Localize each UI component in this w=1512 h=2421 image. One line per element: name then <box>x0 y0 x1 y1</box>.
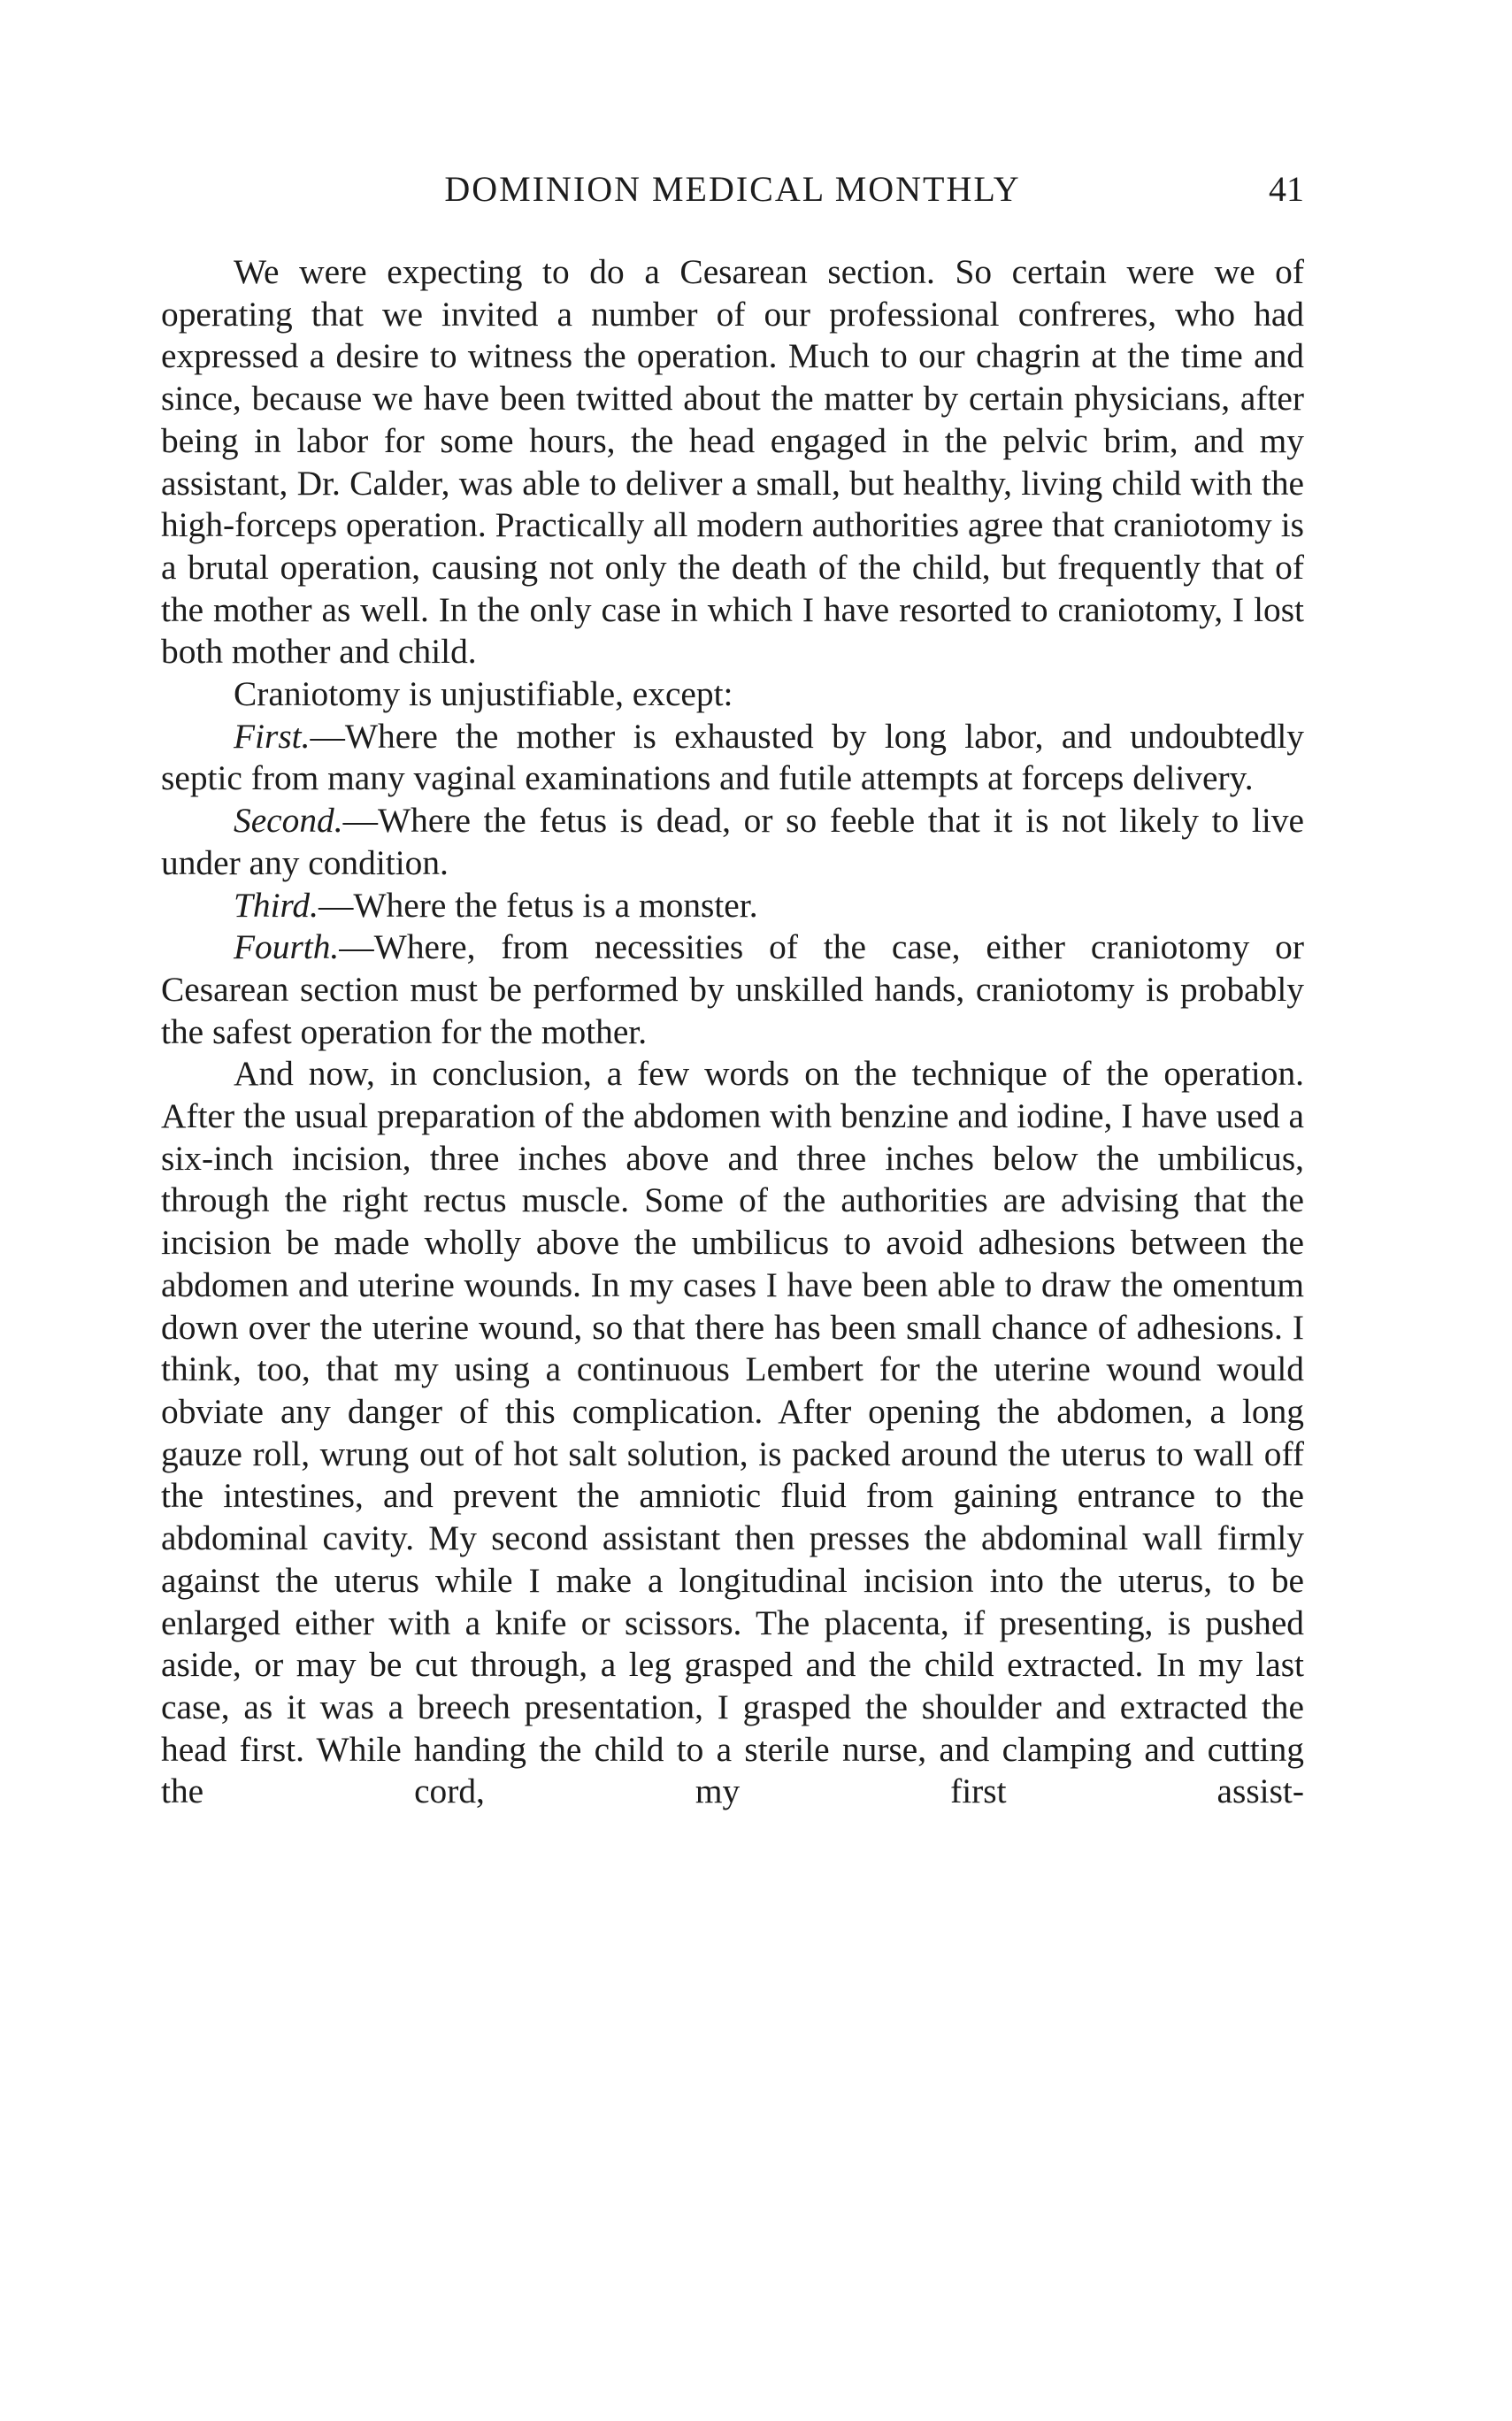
paragraph-third <box>161 885 1304 927</box>
article-body <box>161 251 1304 1813</box>
paragraph-lead: Second. <box>234 801 343 841</box>
paragraph-fourth <box>161 926 1304 1053</box>
paragraph-second <box>161 800 1304 884</box>
paragraph-unjustifiable <box>161 673 1304 716</box>
paragraph-first <box>161 716 1304 800</box>
paragraph-technique <box>161 1053 1304 1813</box>
journal-title: DOMINION MEDICAL MONTHLY <box>444 169 1021 209</box>
paragraph-lead: Fourth. <box>234 927 340 967</box>
page-number: 41 <box>1269 169 1304 209</box>
running-head <box>161 165 1304 214</box>
paragraph-text: —Where the fetus is a monster. <box>318 885 758 925</box>
paragraph-cesarean-case <box>161 251 1304 673</box>
paragraph-lead: First. <box>234 716 311 756</box>
paragraph-lead: Third. <box>234 885 319 925</box>
paragraph-text: We were expecting to do a Cesarean section. So certain were we of operating that we invited a number of our professional confreres, who had expressed a desire to witness the operation. Much to our chagrin at the time and since, because we have been twitted about the matter by certain physicians, after being in labor for some hours, the head engaged in the pelvic brim, and my assistant, Dr. Calder, was able to deliver a small, but healthy, living child with the high-forceps operation. Practically all modern authorities agree that craniotomy is a brutal operation, causing not only the death of the child, but frequently that of the mother as well. In the only case in which I have resorted to craniotomy, I lost both mother and child. <box>161 252 1304 672</box>
paragraph-text: —Where the fetus is dead, or so feeble that it is not likely to live under any condition. <box>161 801 1304 882</box>
paragraph-text: Craniotomy is unjustifiable, except: <box>234 674 733 714</box>
paragraph-text: —Where, from necessities of the case, either craniotomy or Cesarean section must be performed by unskilled hands, craniotomy is probably the safest operation for the mother. <box>161 927 1304 1051</box>
paragraph-text: And now, in conclusion, a few words on the technique of the operation. After the usual preparation of the abdomen with benzine and iodine, I have used a six-inch incision, three inches above and three inches below the umbilicus, through the right rectus muscle. Some of the authorities are advising that the incision be made wholly above the umbilicus to avoid adhesions between the abdomen and uterine wounds. In my cases I have been able to draw the omentum down over the uterine wound, so that there has been small chance of adhesions. I think, too, that my using a continuous Lembert for the uterine wound would obviate any danger of this complication. After opening the abdomen, a long gauze roll, wrung out of hot salt solution, is packed around the uterus to wall off the intestines, and prevent the amniotic fluid from gaining entrance to the abdominal cavity. My second assistant then presses the abdominal wall firmly against the uterus while I make a longitudinal incision into the uterus, to be enlarged either with a knife or scissors. The placenta, if presenting, is pushed aside, or may be cut through, a leg grasped and the child extracted. In my last case, as it was a breech presentation, I grasped the shoulder and extracted the head first. While handing the child to a sterile nurse, and clamping and cutting the cord, my first assist- <box>161 1054 1304 1811</box>
paragraph-text: —Where the mother is exhausted by long labor, and undoubtedly septic from many vaginal examinations and futile attempts at forceps delivery. <box>161 716 1304 798</box>
